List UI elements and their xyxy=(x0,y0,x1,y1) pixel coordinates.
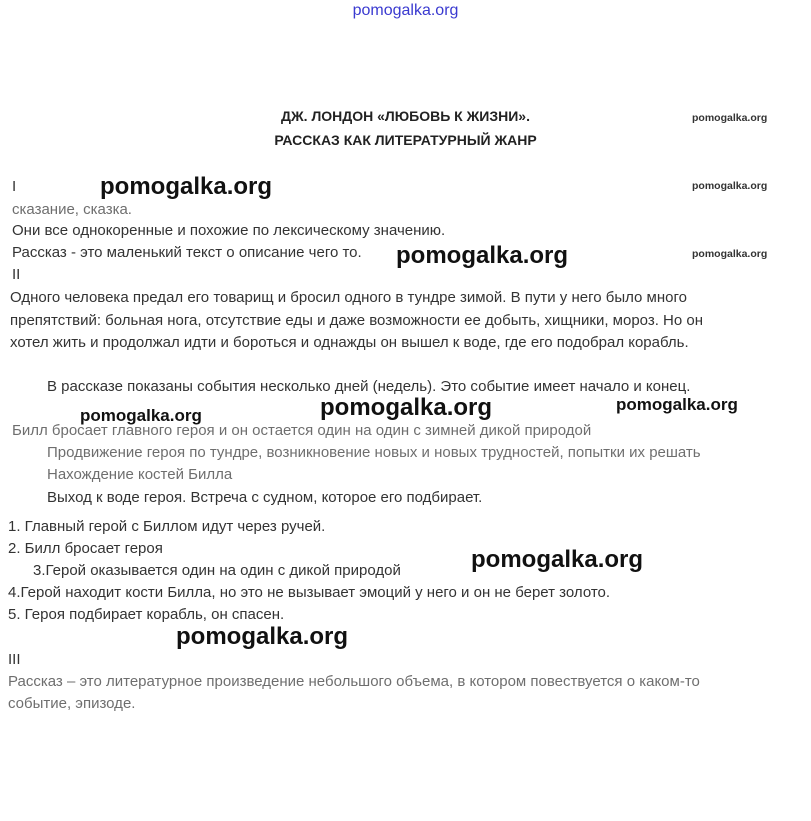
section-number: II xyxy=(12,266,21,283)
text-line: Они все однокоренные и похожие по лексическому значению. xyxy=(12,222,446,239)
text-line: препятствий: больная нога, отсутствие еды и даже возможности ее добыть, хищники, мороз. Но он xyxy=(10,312,704,329)
side-watermark: pomogalka.org xyxy=(692,180,768,192)
text-line: Рассказ – это литературное произведение небольшого объема, в котором повествуется о каком-то xyxy=(8,673,700,690)
plot-line: Билл бросает главного героя и он остается один на один с зимней дикой природой xyxy=(12,422,592,439)
watermark: pomogalka.org xyxy=(616,395,738,414)
text-line: Одного человека предал его товарищ и бросил одного в тундре зимой. В пути у него было много xyxy=(10,289,687,306)
watermark: pomogalka.org xyxy=(396,242,569,269)
watermark: pomogalka.org xyxy=(176,623,349,650)
watermark: pomogalka.org xyxy=(80,406,202,425)
text-line: хотел жить и продолжал идти и бороться и однажды он вышел к воде, где его подобрал корабль. xyxy=(10,334,689,351)
list-item: 2. Билл бросает героя xyxy=(8,540,163,557)
page-title: ДЖ. ЛОНДОН «ЛЮБОВЬ К ЖИЗНИ». xyxy=(281,108,530,124)
list-item: 1. Главный герой с Биллом идут через ручей. xyxy=(8,518,326,535)
section-number: I xyxy=(12,178,17,195)
watermark: pomogalka.org xyxy=(471,546,644,573)
side-watermark: pomogalka.org xyxy=(692,248,768,260)
watermark: pomogalka.org xyxy=(100,173,273,200)
text-line: событие, эпизоде. xyxy=(8,695,136,712)
plot-line: Продвижение героя по тундре, возникновение новых и новых трудностей, попытки их решать xyxy=(47,444,701,461)
side-watermark: pomogalka.org xyxy=(692,112,768,124)
page-subtitle: РАССКАЗ КАК ЛИТЕРАТУРНЫЙ ЖАНР xyxy=(274,132,537,148)
plot-line: Нахождение костей Билла xyxy=(47,466,233,483)
text-line: В рассказе показаны события несколько дней (недель). Это событие имеет начало и конец. xyxy=(47,378,691,395)
section-number: III xyxy=(8,651,21,668)
plot-line: Выход к воде героя. Встреча с судном, которое его подбирает. xyxy=(47,489,483,506)
text-line: Рассказ - это маленький текст о описание чего то. xyxy=(12,244,362,261)
list-item: 4.Герой находит кости Билла, но это не вызывает эмоций у него и он не берет золото. xyxy=(8,584,611,601)
top-watermark: pomogalka.org xyxy=(352,2,459,19)
list-item: 5. Героя подбирает корабль, он спасен. xyxy=(8,606,285,623)
text-line: сказание, сказка. xyxy=(12,201,132,218)
list-item: 3.Герой оказывается один на один с дикой природой xyxy=(33,562,401,579)
watermark: pomogalka.org xyxy=(320,394,493,421)
